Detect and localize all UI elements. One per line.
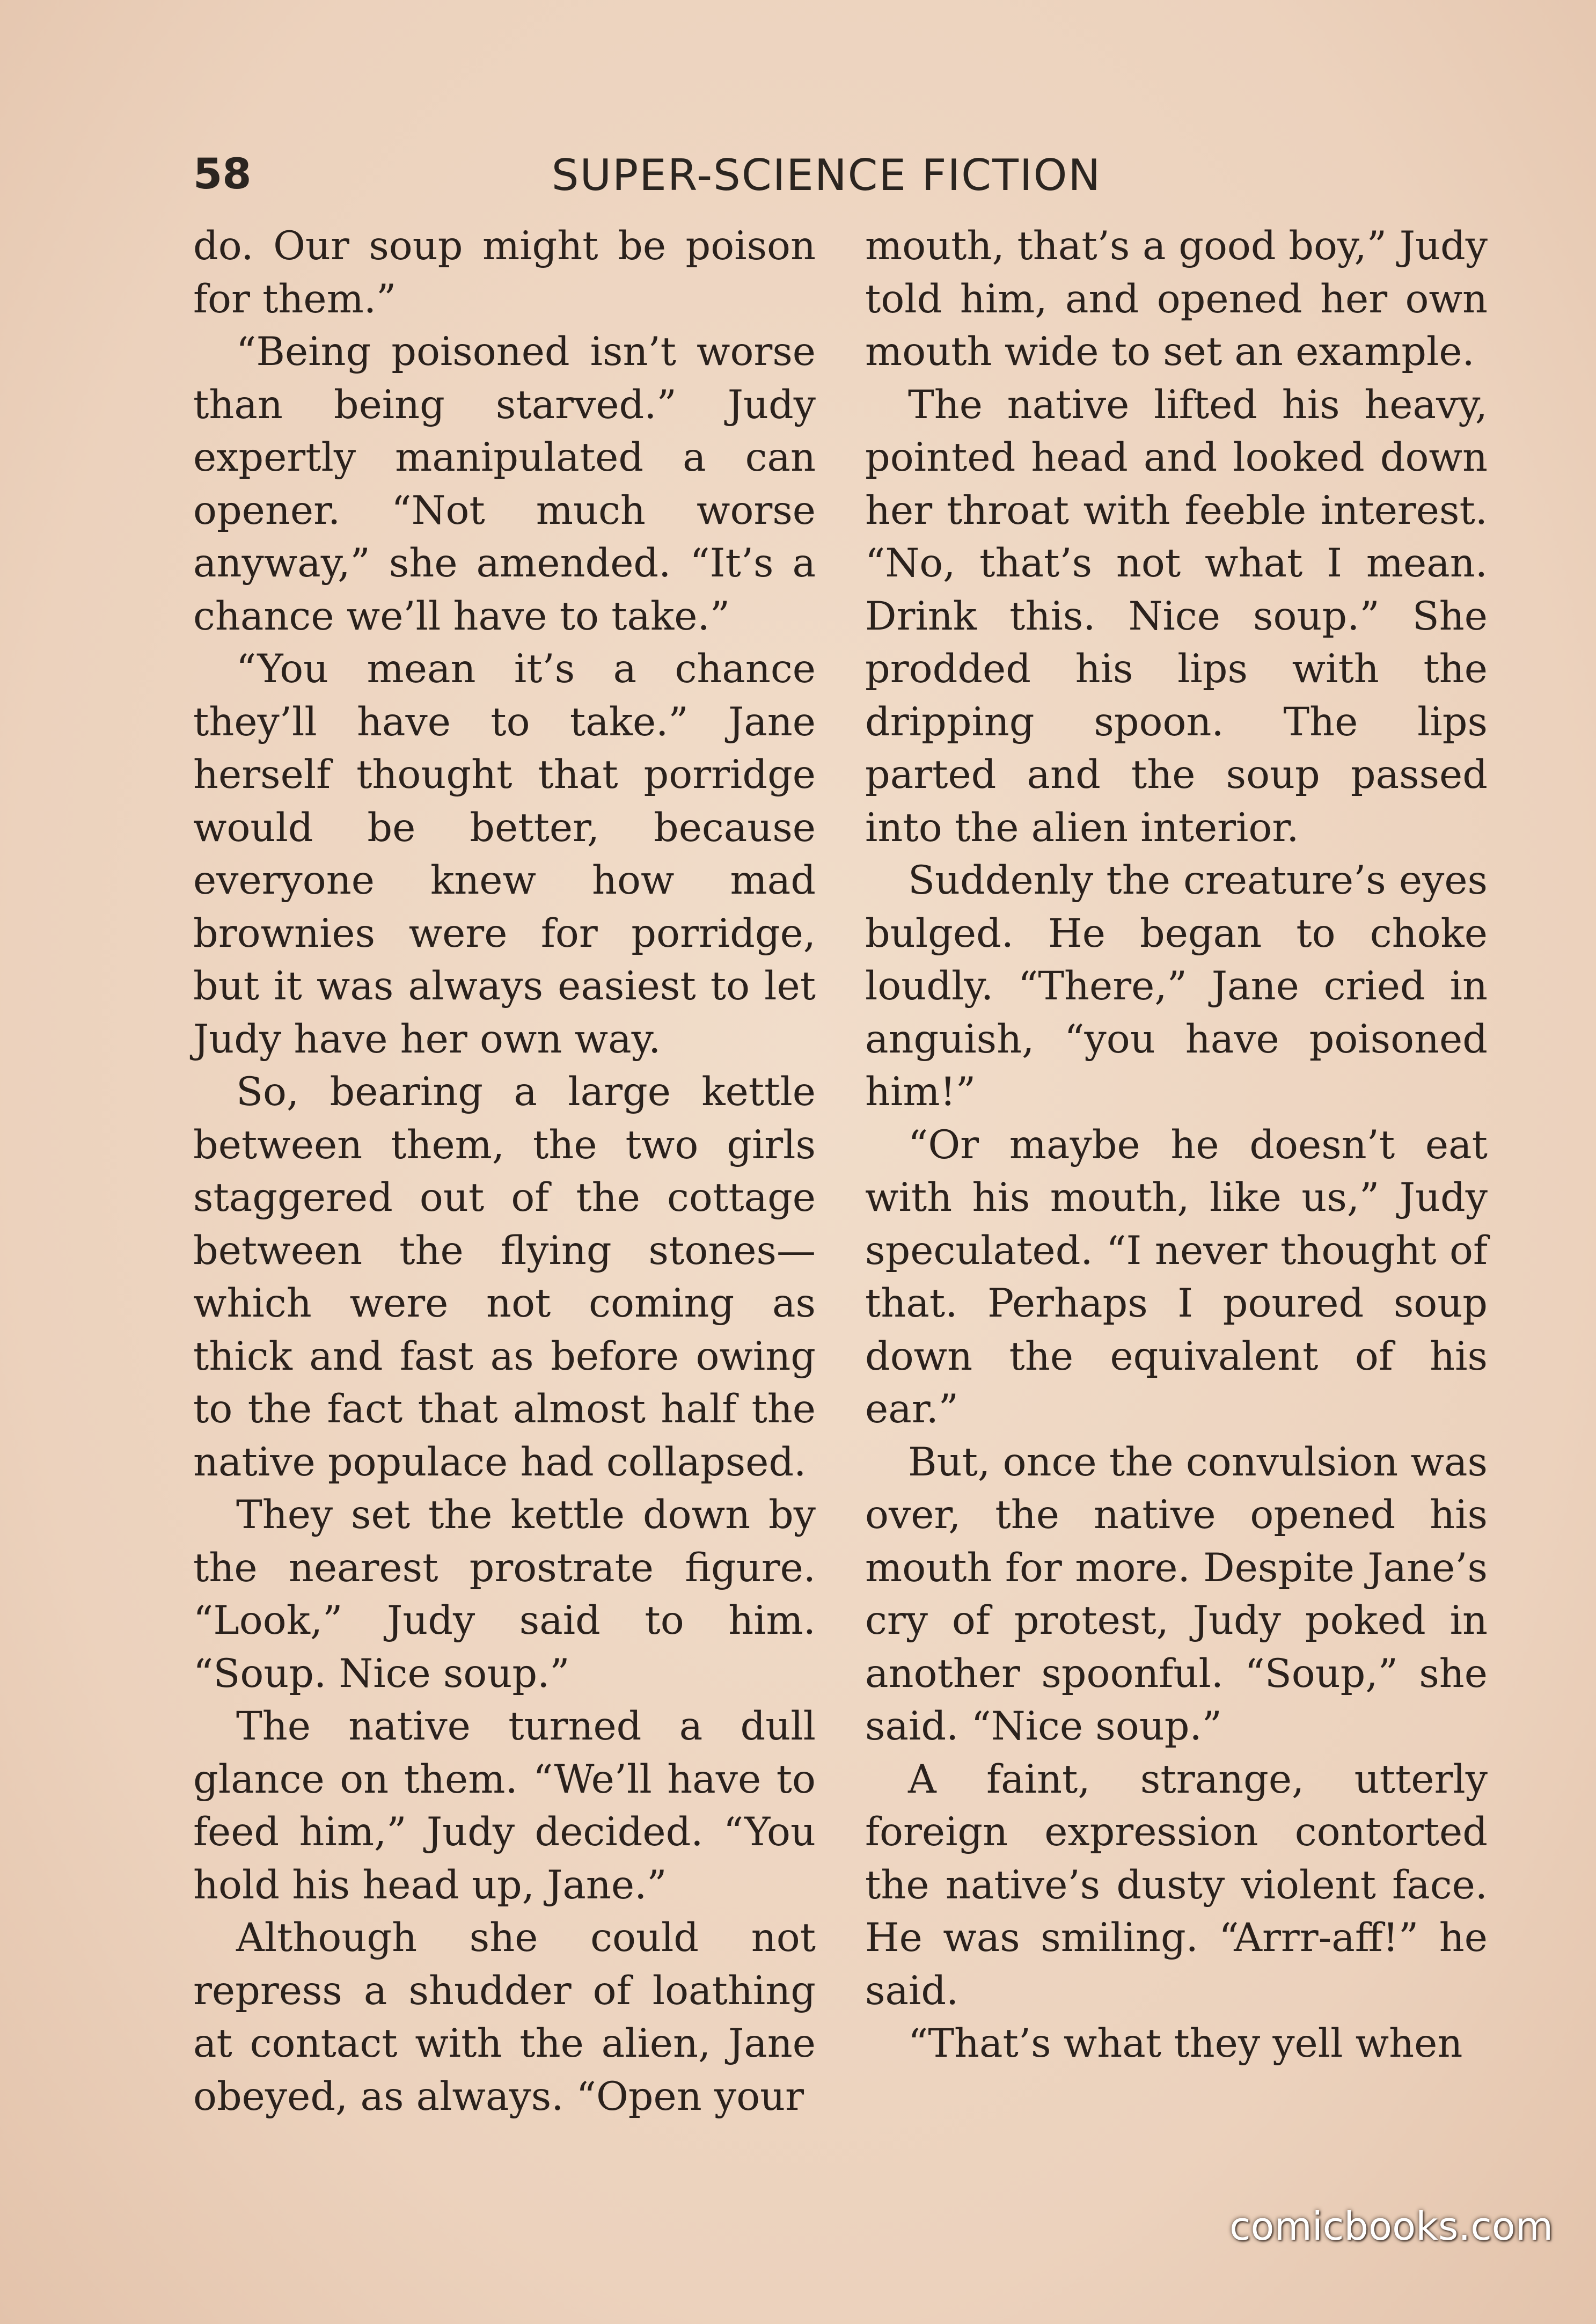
- running-title: SUPER-SCIENCE FICTION: [551, 150, 1102, 200]
- watermark: comicbooks.com: [1229, 2204, 1553, 2249]
- paragraph: “Being poisoned isn’t worse than being starved.” Judy expertly manipulated a can opener. “Not much worse anyway,” she amended. “It’s a chance we’ll have to take.”: [193, 329, 816, 639]
- left-column: [193, 220, 816, 2123]
- paragraph: “You mean it’s a chance they’ll have to take.” Jane herself thought that porridge would be better, because everyone knew how mad brownies were for porridge, but it was always easiest to let Judy have her own way.: [193, 646, 816, 1062]
- paragraph: Suddenly the creature’s eyes bulged. He began to choke loudly. “There,” Jane cried in anguish, “you have poisoned him!”: [865, 858, 1488, 1115]
- page-number: 58: [193, 150, 252, 199]
- paragraph: “Or maybe he doesn’t eat with his mouth, like us,” Judy speculated. “I never thought of that. Perhaps I poured soup down the equivalent of his ear.”: [865, 1122, 1488, 1432]
- paragraph: “That’s what they yell when: [908, 2021, 1463, 2066]
- paragraph: The native turned a dull glance on them. “We’ll have to feed him,” Judy decided. “You hold his head up, Jane.”: [193, 1704, 816, 1908]
- page-header: [193, 150, 1460, 209]
- paragraph: mouth, that’s a good boy,” Judy told him, and opened her own mouth wide to set an example.: [865, 223, 1488, 375]
- right-column: [865, 220, 1488, 2071]
- paragraph: do. Our soup might be poison for them.”: [193, 223, 816, 322]
- paragraph: They set the kettle down by the nearest prostrate figure. “Look,” Judy said to him. “Soup. Nice soup.”: [193, 1492, 816, 1697]
- paragraph: Although she could not repress a shudder of loathing at contact with the alien, Jane obeyed, as always. “Open your: [193, 1915, 816, 2120]
- paragraph: The native lifted his heavy, pointed head and looked down her throat with feeble interest. “No, that’s not what I mean. Drink this. Nice soup.” She prodded his lips with the dripping spoon. The lips parted and the soup passed into the alien interior.: [865, 382, 1488, 851]
- paragraph: But, once the convulsion was over, the native opened his mouth for more. Despite Jane’s cry of protest, Judy poked in another spoonful. “Soup,” she said. “Nice soup.”: [865, 1439, 1488, 1749]
- paragraph: So, bearing a large kettle between them, the two girls staggered out of the cottage between the flying stones—which were not coming as thick and fast as before owing to the fact that almost half the native populace had collapsed.: [193, 1069, 816, 1485]
- paragraph: A faint, strange, utterly foreign expression contorted the native’s dusty violent face. He was smiling. “Arrr-aff!” he said.: [865, 1756, 1488, 2014]
